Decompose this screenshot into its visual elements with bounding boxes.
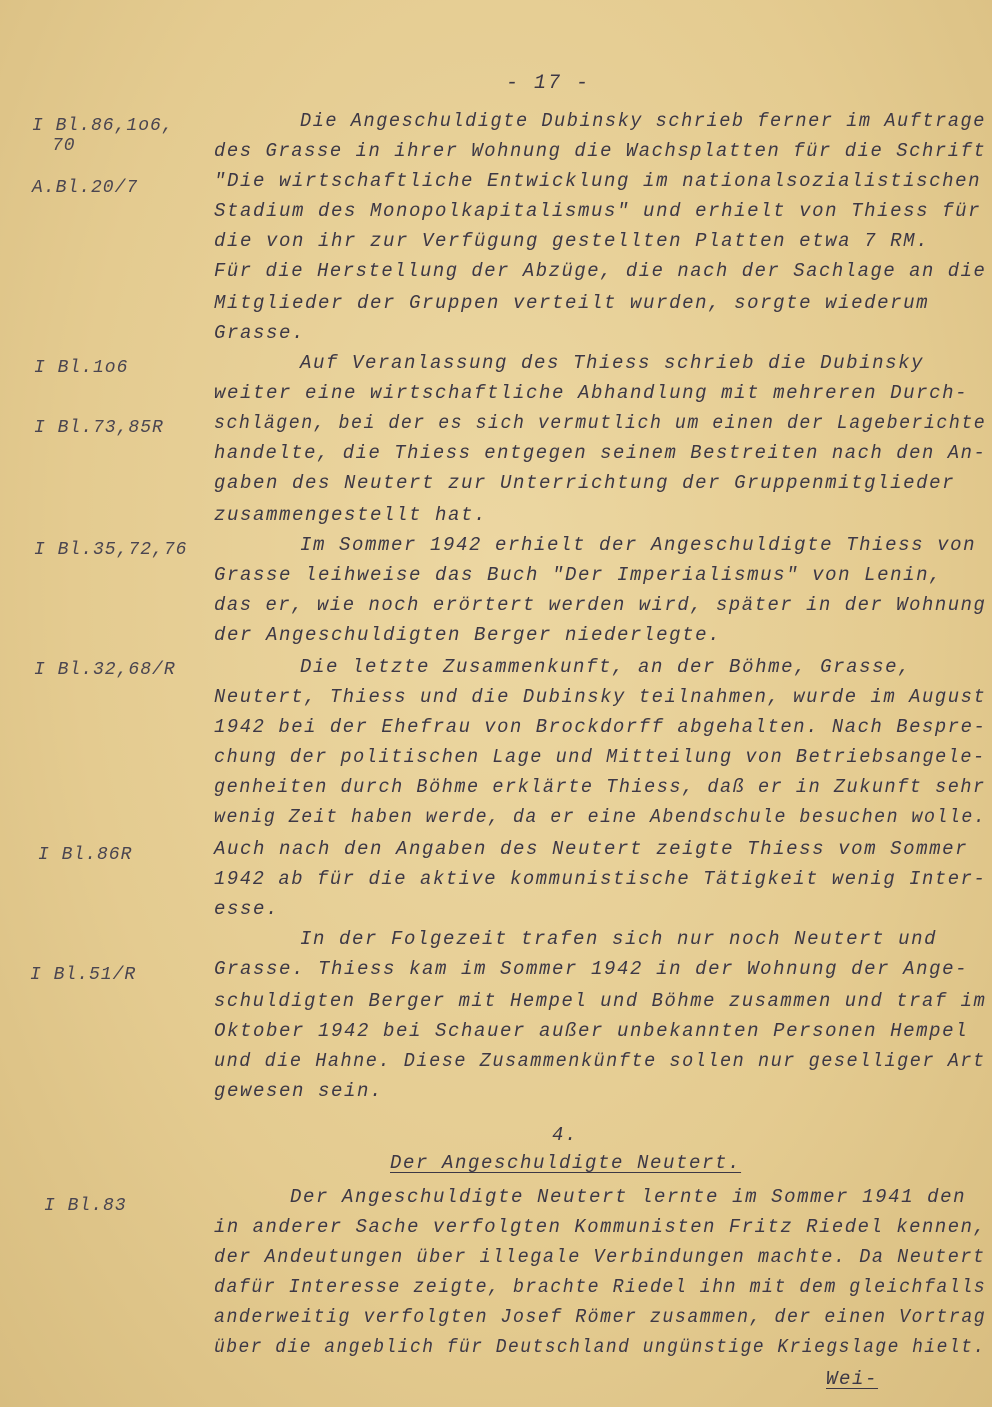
text-line: Auch nach den Angaben des Neutert zeigte Thiess vom Sommer	[214, 838, 969, 860]
text-line: "Die wirtschaftliche Entwicklung im nationalsozialistischen	[214, 170, 982, 192]
text-line: Im Sommer 1942 erhielt der Angeschuldigte Thiess von	[300, 534, 977, 556]
text-line: In der Folgezeit trafen sich nur noch Neutert und	[300, 928, 938, 950]
margin-reference: I Bl.86,1o6,	[32, 116, 174, 136]
text-line: Neutert, Thiess und die Dubinsky teilnahmen, wurde im August	[214, 686, 987, 708]
text-line: und die Hahne. Diese Zusammenkünfte sollen nur geselliger Art	[214, 1050, 986, 1072]
page-number: - 17 -	[506, 72, 591, 95]
text-line: gaben des Neutert zur Unterrichtung der Gruppenmitglieder	[214, 472, 956, 494]
text-line: der Angeschuldigten Berger niederlegte.	[214, 624, 722, 646]
text-line: zusammengestellt hat.	[214, 504, 488, 526]
text-line: Auf Veranlassung des Thiess schrieb die Dubinsky	[300, 352, 925, 374]
text-line: schuldigten Berger mit Hempel und Böhme zusammen und traf im	[214, 990, 987, 1012]
margin-reference: I Bl.51/R	[30, 965, 137, 985]
text-line: wenig Zeit haben werde, da er eine Abendschule besuchen wolle.	[214, 806, 987, 828]
text-line: 1942 bei der Ehefrau von Brockdorff abgehalten. Nach Bespre-	[214, 716, 987, 738]
continuation-word: Wei-	[826, 1368, 879, 1390]
text-line: das er, wie noch erörtert werden wird, später in der Wohnung	[214, 594, 987, 616]
margin-reference: 70	[52, 136, 76, 156]
text-line: Oktober 1942 bei Schauer außer unbekannten Personen Hempel	[214, 1020, 969, 1042]
text-line: Stadium des Monopolkapitalismus" und erhielt von Thiess für	[214, 200, 982, 222]
text-line: die von ihr zur Verfügung gestellten Platten etwa 7 RM.	[214, 230, 930, 252]
section-number: 4.	[552, 1124, 579, 1146]
text-line: des Grasse in ihrer Wohnung die Wachsplatten für die Schrift	[214, 140, 987, 162]
text-line: dafür Interesse zeigte, brachte Riedel ihn mit dem gleichfalls	[214, 1276, 987, 1298]
text-line: Grasse.	[214, 322, 306, 344]
margin-reference: I Bl.83	[44, 1196, 127, 1216]
text-line: schlägen, bei der es sich vermutlich um einen der Lageberichte	[214, 412, 987, 434]
text-line: genheiten durch Böhme erklärte Thiess, daß er in Zukunft sehr	[214, 776, 986, 798]
margin-reference: I Bl.35,72,76	[34, 540, 188, 560]
text-line: in anderer Sache verfolgten Kommunisten Fritz Riedel kennen,	[214, 1216, 987, 1238]
text-line: Die Angeschuldigte Dubinsky schrieb ferner im Auftrage	[300, 110, 986, 132]
margin-reference: A.Bl.20/7	[32, 178, 139, 198]
text-line: Mitglieder der Gruppen verteilt wurden, sorgte wiederum	[214, 292, 930, 314]
margin-reference: I Bl.32,68/R	[34, 660, 176, 680]
text-line: gewesen sein.	[214, 1080, 384, 1102]
margin-reference: I Bl.1o6	[34, 358, 129, 378]
text-line: chung der politischen Lage und Mitteilung von Betriebsangele-	[214, 746, 986, 768]
text-line: handelte, die Thiess entgegen seinem Bestreiten nach den An-	[214, 442, 987, 464]
text-line: weiter eine wirtschaftliche Abhandlung mit mehreren Durch-	[214, 382, 969, 404]
text-line: anderweitig verfolgten Josef Römer zusammen, der einen Vortrag	[214, 1306, 987, 1328]
text-line: der Andeutungen über illegale Verbindungen machte. Da Neutert	[214, 1246, 986, 1268]
section-heading: Der Angeschuldigte Neutert.	[390, 1152, 742, 1174]
text-line: Die letzte Zusammenkunft, an der Böhme, Grasse,	[300, 656, 912, 678]
text-line: Der Angeschuldigte Neutert lernte im Sommer 1941 den	[290, 1186, 967, 1208]
margin-reference: I Bl.73,85R	[34, 418, 164, 438]
text-line: 1942 ab für die aktive kommunistische Tätigkeit wenig Inter-	[214, 868, 987, 890]
text-line: Für die Herstellung der Abzüge, die nach der Sachlage an die	[214, 260, 987, 282]
text-line: esse.	[214, 898, 280, 920]
text-line: über die angeblich für Deutschland ungünstige Kriegslage hielt.	[214, 1336, 986, 1358]
margin-reference: I Bl.86R	[38, 845, 133, 865]
text-line: Grasse leihweise das Buch "Der Imperialismus" von Lenin,	[214, 564, 943, 586]
text-line: Grasse. Thiess kam im Sommer 1942 in der Wohnung der Ange-	[214, 958, 969, 980]
